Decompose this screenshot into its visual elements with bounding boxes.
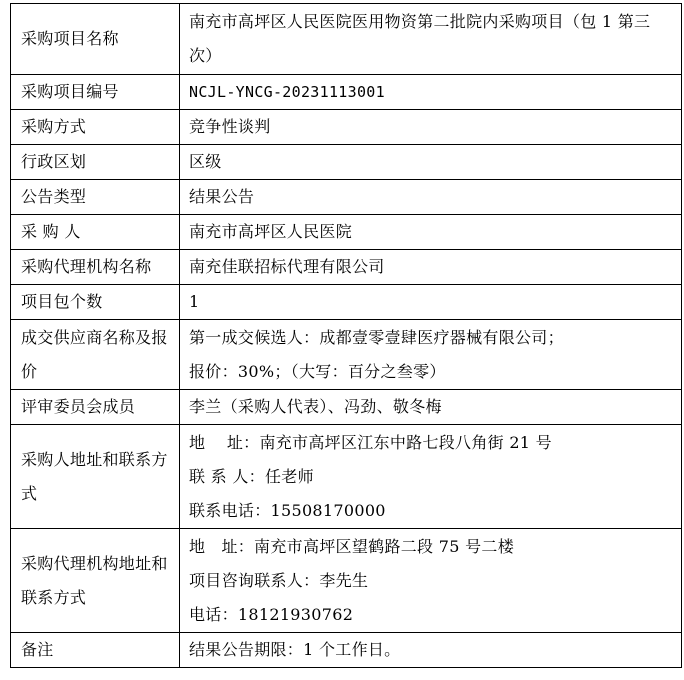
purchaser-contact-person: 联 系 人：任老师 <box>189 466 314 486</box>
table-row-purchaser-contact <box>11 425 682 529</box>
table-row-region <box>11 145 682 180</box>
row-value <box>180 145 682 180</box>
remarks-value: 结果公告期限：1 个工作日。 <box>189 640 401 659</box>
row-label: 采购项目名称 <box>11 4 180 75</box>
table-row-purchaser <box>11 215 682 250</box>
table-row-package-count <box>11 285 682 320</box>
row-value <box>180 285 682 320</box>
purchaser-address: 地 址：南充市高坪区江东中路七段八角街 21 号 <box>189 432 552 452</box>
package-count-value: 1 <box>189 292 200 311</box>
table-row-procurement-method <box>11 110 682 145</box>
table-row-project-name <box>11 4 682 75</box>
purchaser-phone: 联系电话：15508170000 <box>189 500 386 520</box>
agency-name-value: 南充佳联招标代理有限公司 <box>189 257 385 276</box>
table-row-agency-contact <box>11 529 682 633</box>
table-row-notice-type <box>11 180 682 215</box>
procurement-method-value: 竞争性谈判 <box>189 117 271 136</box>
row-label: 评审委员会成员 <box>11 390 180 425</box>
row-label: 成交供应商名称及报价 <box>11 320 180 390</box>
table-row-committee <box>11 390 682 425</box>
row-label: 项目包个数 <box>11 285 180 320</box>
purchaser-value: 南充市高坪区人民医院 <box>189 222 353 241</box>
row-value <box>180 320 682 390</box>
row-label: 采购人地址和联系方式 <box>11 425 180 529</box>
row-value <box>180 180 682 215</box>
row-value <box>180 75 682 110</box>
region-value: 区级 <box>189 152 222 171</box>
table-row-supplier-quote <box>11 320 682 390</box>
row-label: 公告类型 <box>11 180 180 215</box>
row-label: 采购代理机构地址和联系方式 <box>11 529 180 633</box>
table-row-project-number <box>11 75 682 110</box>
row-label: 采 购 人 <box>11 215 180 250</box>
table-row-agency-name <box>11 250 682 285</box>
supplier-value: 第一成交候选人：成都壹零壹肆医疗器械有限公司； <box>189 327 564 347</box>
row-label: 采购代理机构名称 <box>11 250 180 285</box>
agency-phone: 电话：18121930762 <box>189 604 354 624</box>
procurement-result-table <box>10 3 682 668</box>
row-value <box>180 250 682 285</box>
project-name-value: 南充市高坪区人民医院医用物资第二批院内采购项目（包 1 第三次） <box>189 12 651 65</box>
table-row-remarks <box>11 633 682 668</box>
agency-contact-person: 项目咨询联系人：李先生 <box>189 570 369 590</box>
row-value <box>180 633 682 668</box>
row-value <box>180 390 682 425</box>
notice-type-value: 结果公告 <box>189 187 255 206</box>
row-value <box>180 110 682 145</box>
committee-value: 李兰（采购人代表）、冯劲、敬冬梅 <box>189 397 442 416</box>
row-label: 采购项目编号 <box>11 75 180 110</box>
project-number-value: NCJL-YNCG-20231113001 <box>189 83 385 101</box>
quote-value: 报价：30%；（大写：百分之叁零） <box>189 361 446 381</box>
row-value <box>180 4 682 75</box>
row-value <box>180 529 682 633</box>
row-value <box>180 425 682 529</box>
row-label: 采购方式 <box>11 110 180 145</box>
row-label: 行政区划 <box>11 145 180 180</box>
row-label: 备注 <box>11 633 180 668</box>
agency-address: 地 址：南充市高坪区望鹤路二段 75 号二楼 <box>189 536 514 556</box>
row-value <box>180 215 682 250</box>
